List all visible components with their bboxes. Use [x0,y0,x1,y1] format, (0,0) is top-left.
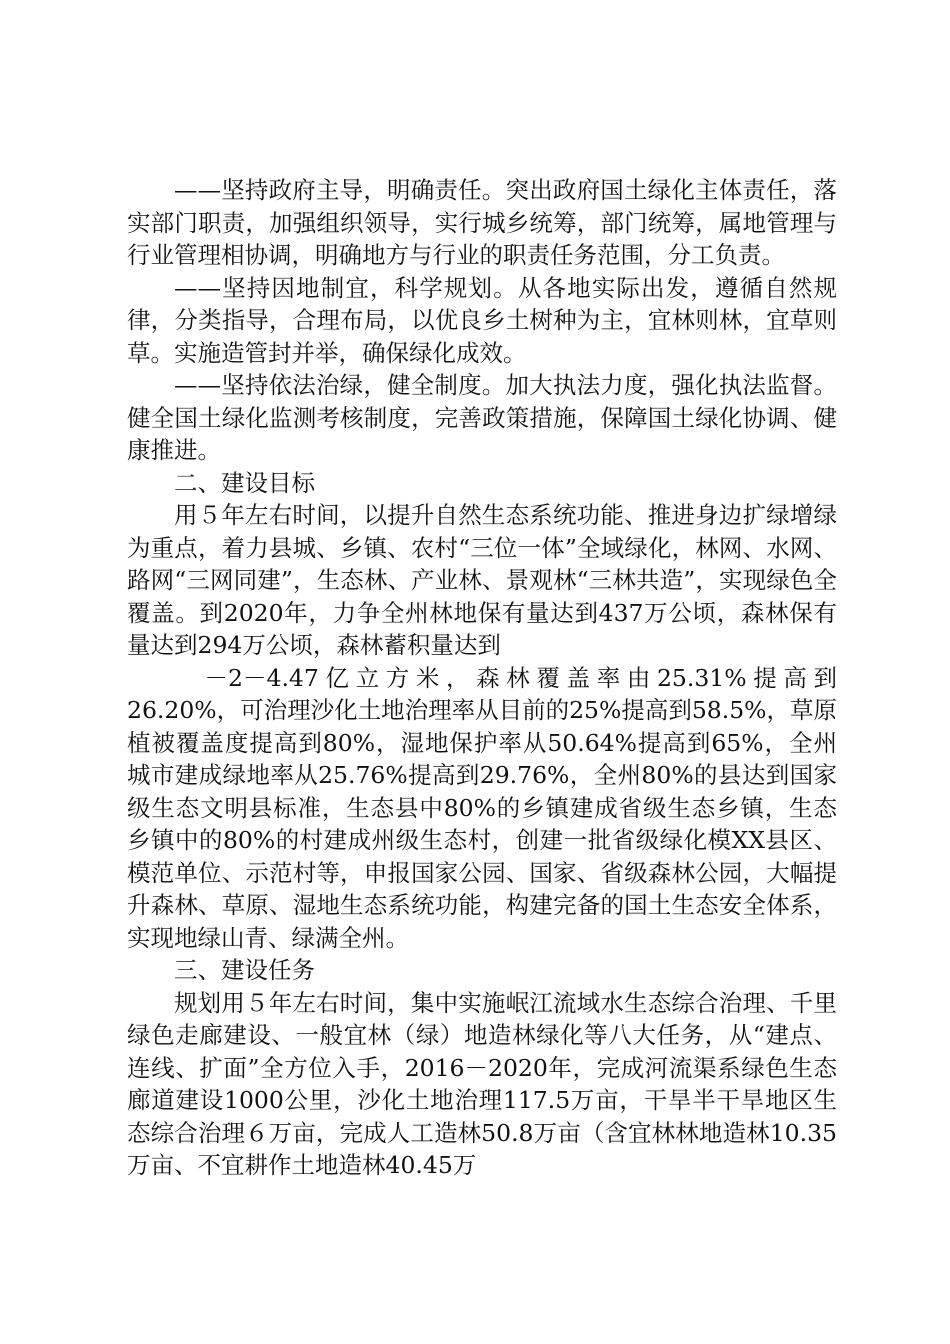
section-heading-tasks: 三、建设任务 [174,956,315,984]
continuation-paragraph [127,662,837,955]
principle-paragraph-1: ——坚持政府主导，明确责任。突出政府国土绿化主体责任，落实部门职责，加强组织领导，实行城乡统筹，部门统筹，属地管理与行业管理相协调，明确地方与行业的职责任务范围，分工负责。 [127,176,837,269]
page-number: －2－ [204,663,267,692]
continuation-text: 4.47亿立方米，森林覆盖率由25.31%提高到26.20%，可治理沙化土地治理率从目前的25%提高到58.5%，草原植被覆盖度提高到80%，湿地保护率从50.64%提高到65%，全州城市建成绿地率从25.76%提高到29.76%，全州80%的县达到国家级生态文明县标准，生态县中80%的乡镇建成省级生态乡镇，生态乡镇中的80%的村建成州级生态村，创建一批省级绿化模XX县区、模范单位、示范村等，申报国家公园、国家、省级森林公园，大幅提升森林、草原、湿地生态系统功能，构建完备的国土生态安全体系，实现地绿山青、绿满全州。 [127,663,837,952]
principle-paragraph-2: ——坚持因地制宜，科学规划。从各地实际出发，遵循自然规律，分类指导，合理布局，以优良乡土树种为主，宜林则林，宜草则草。实施造管封并举，确保绿化成效。 [127,273,837,367]
section-heading-goals: 二、建设目标 [174,468,315,497]
goals-paragraph: 用５年左右时间，以提升自然生态系统功能、推进身边扩绿增绿为重点，着力县城、乡镇、农村“三位一体”全域绿化，林网、水网、路网“三网同建”，生态林、产业林、景观林“三林共造”，实现绿色全覆盖。到2020年，力争全州林地保有量达到437万公顷，森林保有量达到294万公顷，森林蓄积量达到 [127,501,837,659]
principle-paragraph-3: ——坚持依法治绿，健全制度。加大执法力度，强化执法监督。健全国土绿化监测考核制度，完善政策措施，保障国土绿化协调、健康推进。 [127,371,837,464]
document-body [127,174,837,1182]
tasks-paragraph: 规划用５年左右时间，集中实施岷江流域水生态综合治理、千里绿色走廊建设、一般宜林（绿）地造林绿化等八大任务，从“建点、连线、扩面”全方位入手，2016－2020年，完成河流渠系绿色生态廊道建设1000公里，沙化土地治理117.5万亩，干旱半干旱地区生态综合治理６万亩，完成人工造林50.8万亩（含宜林林地造林10.35万亩、不宜耕作土地造林40.45万 [127,988,837,1179]
